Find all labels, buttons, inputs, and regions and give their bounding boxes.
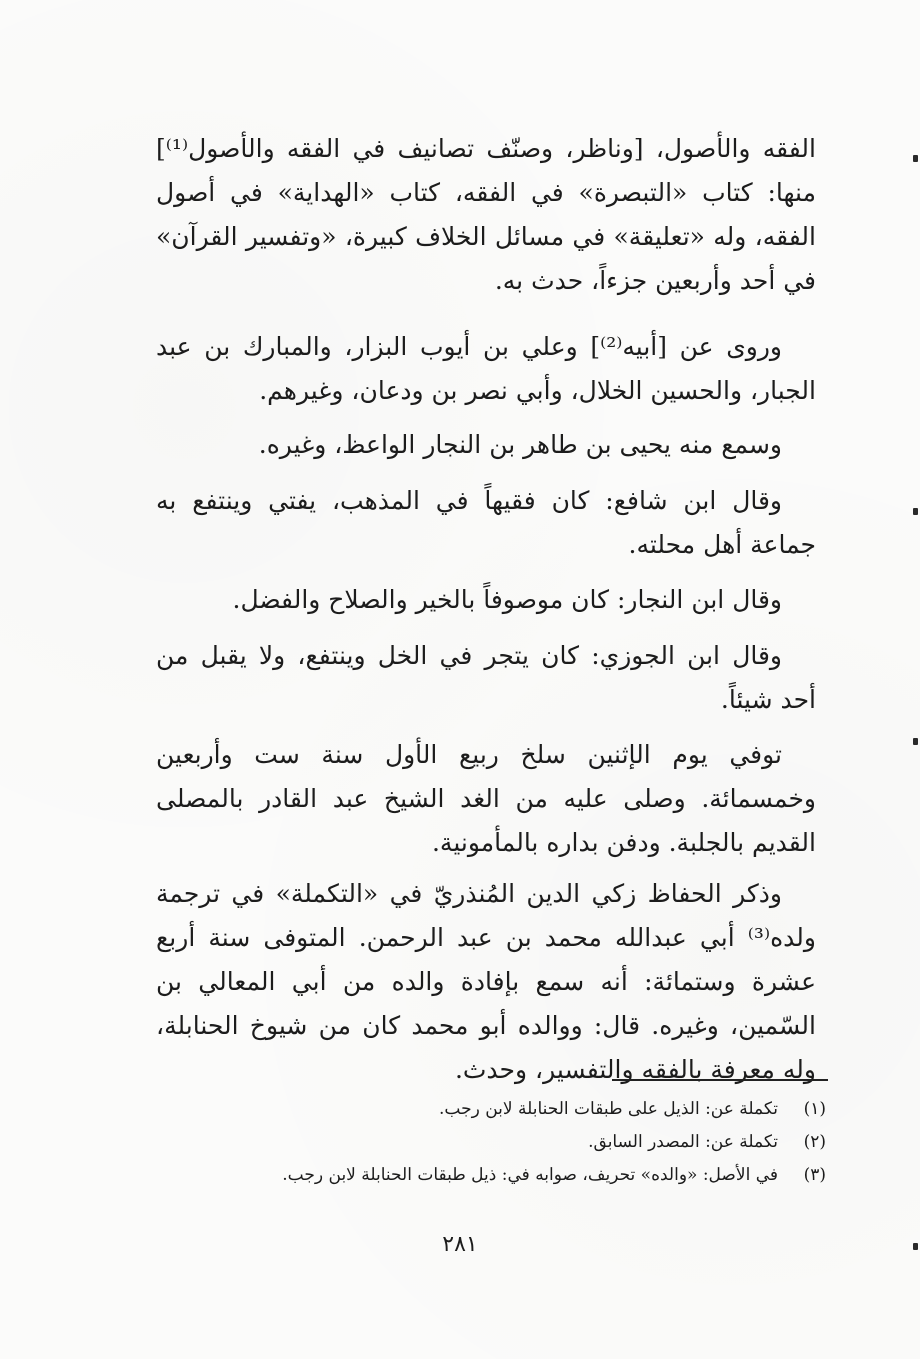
paragraph-3: وسمع منه يحيى بن طاهر بن النجار الواعظ، وغيره.	[258, 430, 782, 459]
paragraph-2: وروى عن [أبيه⁽²⁾] وعلي بن أيوب البزار، والمبارك بن عبد الجبار، والحسين الخلال، وأبي نصر بن ودعان، وغيرهم.	[156, 332, 816, 405]
footnote-2	[180, 1126, 826, 1159]
page-number: ٢٨١	[442, 1232, 478, 1257]
footnotes	[180, 1093, 826, 1192]
paragraph-1: الفقه والأصول، [وناظر، وصنّف تصانيف في الفقه والأصول⁽¹⁾] منها: كتاب «التبصرة» في الفقه، كتاب «الهداية» في أصول الفقه، وله «تعليقة» في مسائل الخلاف كبيرة، «وتفسير القرآن» في أحد وأربعين جزءاً، حدث به.	[156, 134, 816, 295]
scan-edge-mark	[913, 738, 918, 745]
paragraph-5: وقال ابن النجار: كان موصوفاً بالخير والصلاح والفضل.	[232, 585, 782, 614]
footnote-3	[180, 1159, 826, 1192]
footnote-number: (٢)	[803, 1132, 826, 1152]
scan-edge-mark	[913, 1243, 918, 1250]
footnote-text: في الأصل: «والده» تحريف، صوابه في: ذيل طبقات الحنابلة لابن رجب.	[282, 1165, 778, 1185]
paragraph-7: توفي يوم الإثنين سلخ ربيع الأول سنة ست وأربعين وخمسمائة. وصلى عليه من الغد الشيخ عبد القادر بالمصلى القديم بالجلبة. ودفن بداره بالمأمونية.	[156, 740, 816, 857]
paragraph-4: وقال ابن شافع: كان فقيهاً في المذهب، يفتي وينتفع به جماعة أهل محلته.	[156, 486, 816, 559]
footnote-number: (١)	[803, 1099, 826, 1119]
scan-edge-mark	[913, 508, 918, 515]
footnote-number: (٣)	[803, 1165, 826, 1185]
footnote-text: تكملة عن: الذيل على طبقات الحنابلة لابن رجب.	[439, 1099, 778, 1119]
footnote-divider	[612, 1079, 828, 1081]
paragraph-8: وذكر الحفاظ زكي الدين المُنذريّ في «التكملة» في ترجمة ولده⁽³⁾ أبي عبدالله محمد بن عبد الرحمن. المتوفى سنة أربع عشرة وستمائة: أنه سمع بإفادة والده من أبي المعالي بن السّمين، وغيره. قال: ووالده أبو محمد كان من شيوخ الحنابلة، وله معرفة بالفقه والتفسير، وحدث.	[156, 879, 816, 1084]
footnote-1	[180, 1093, 826, 1126]
footnote-text: تكملة عن: المصدر السابق.	[588, 1132, 778, 1152]
paragraph-6: وقال ابن الجوزي: كان يتجر في الخل وينتفع، ولا يقبل من أحد شيئاً.	[156, 641, 816, 714]
scan-edge-mark	[913, 155, 918, 162]
